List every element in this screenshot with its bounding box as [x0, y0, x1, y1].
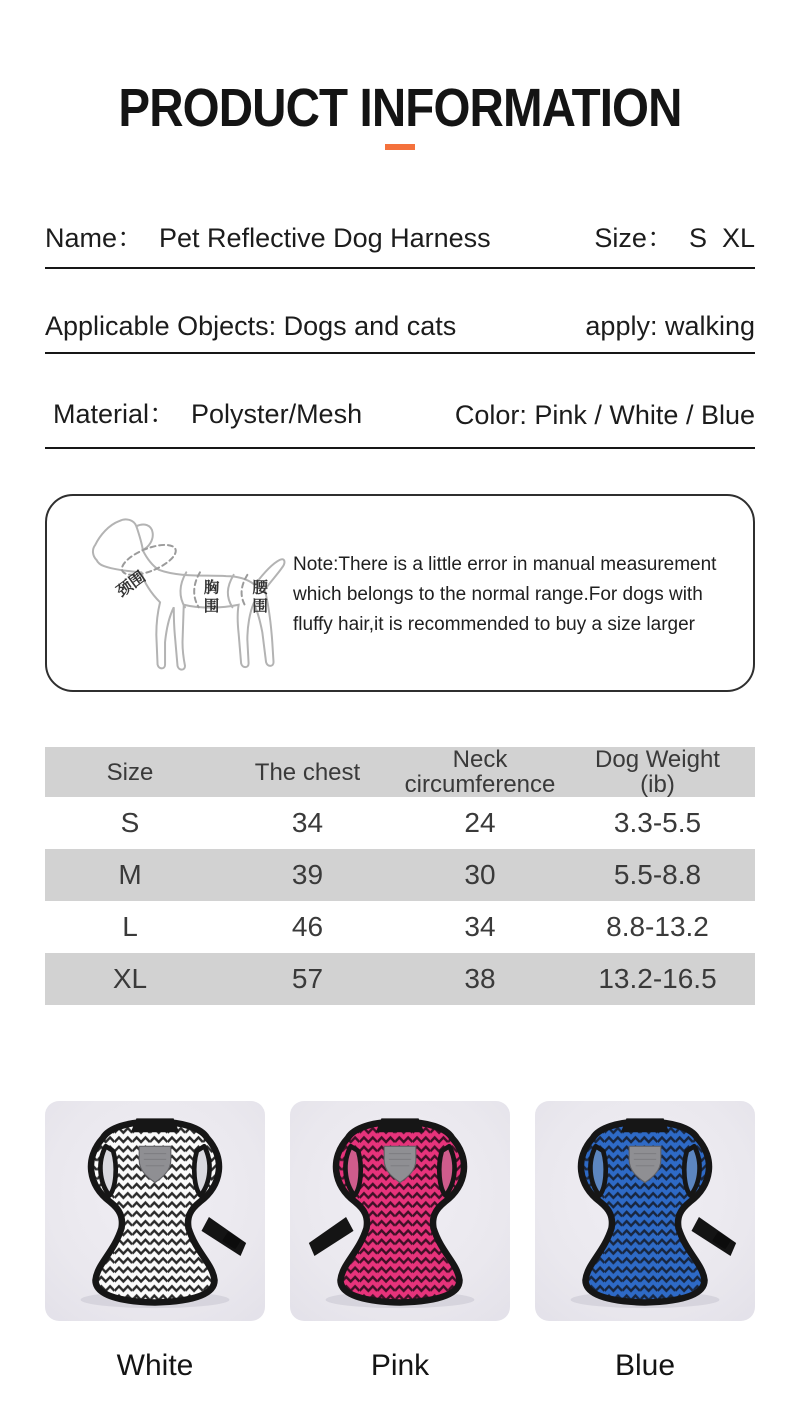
table-row-s	[45, 797, 755, 849]
color-variant-labels	[45, 1349, 755, 1383]
cell-size: S	[120, 807, 140, 838]
waist-girth-label-top: 腰	[252, 578, 268, 597]
product-image-card-white	[45, 1101, 265, 1321]
harness-image-white	[62, 1107, 248, 1312]
dog-measurement-diagram	[79, 510, 291, 697]
variant-label-white: White	[116, 1349, 194, 1382]
spec-row-material	[45, 354, 755, 449]
color-variant-images	[45, 1101, 755, 1321]
chest-girth-label-top: 胸	[203, 578, 220, 597]
note-line: which belongs to the normal range.For dogs with	[293, 584, 703, 605]
col-header-weight: Dog Weight (ib)	[595, 746, 720, 798]
table-row-m	[45, 849, 755, 901]
page-title: PRODUCT INFORMATION	[118, 78, 682, 138]
spec-applicable-value: Applicable Objects: Dogs and cats	[45, 311, 457, 341]
variant-label-blue: Blue	[614, 1349, 676, 1382]
table-row-l	[45, 901, 755, 953]
chest-girth-line	[194, 572, 200, 607]
spec-size-value: Size： S XL	[594, 223, 755, 253]
chest-girth-label-bottom: 围	[203, 597, 220, 616]
note-line: Note:There is a little error in manual measurement	[293, 554, 717, 575]
spec-row-applicable	[45, 269, 755, 354]
cell-size: L	[122, 911, 138, 942]
cell-neck: 34	[464, 911, 496, 942]
product-image-card-pink	[290, 1101, 510, 1321]
measurement-note-box	[45, 494, 755, 692]
spec-color-value: Color: Pink / White / Blue	[454, 400, 755, 430]
spec-row-name	[45, 150, 755, 269]
chest-band-front	[180, 572, 186, 607]
cell-size: M	[118, 859, 142, 890]
spec-name-value: Name： Pet Reflective Dog Harness	[45, 223, 491, 253]
product-image-card-blue	[535, 1101, 755, 1321]
harness-image-blue	[552, 1107, 738, 1312]
note-line: fluffy hair,it is recommended to buy a size larger	[293, 614, 696, 635]
spec-apply-value: apply: walking	[585, 311, 755, 341]
waist-girth-label-bottom: 围	[252, 597, 268, 616]
cell-neck: 30	[464, 859, 496, 890]
size-chart-table	[45, 747, 755, 1005]
cell-chest: 46	[291, 911, 324, 942]
spec-material-value: Material： Polyster/Mesh	[53, 399, 363, 429]
spec-list	[45, 150, 755, 449]
neck-girth-label: 颈围	[113, 567, 149, 601]
cell-chest: 57	[291, 963, 324, 994]
col-header-chest: The chest	[254, 758, 361, 786]
cell-chest: 39	[291, 859, 324, 890]
col-header-neck: Neck circumference	[404, 746, 556, 798]
dog-ear-line	[136, 526, 142, 548]
waist-band-front	[228, 575, 234, 607]
cell-chest: 34	[291, 807, 324, 838]
cell-weight: 5.5-8.8	[613, 859, 702, 890]
variant-label-pink: Pink	[370, 1349, 430, 1382]
table-row-xl	[45, 953, 755, 1005]
cell-size: XL	[112, 963, 148, 994]
note-text	[293, 550, 743, 640]
cell-neck: 38	[464, 963, 496, 994]
cell-weight: 8.8-13.2	[606, 911, 709, 942]
harness-image-pink	[307, 1107, 493, 1312]
cell-weight: 13.2-16.5	[598, 963, 717, 994]
cell-neck: 24	[464, 807, 496, 838]
col-header-size: Size	[106, 758, 154, 786]
cell-weight: 3.3-5.5	[613, 807, 702, 838]
size-table-header-row	[45, 747, 755, 797]
